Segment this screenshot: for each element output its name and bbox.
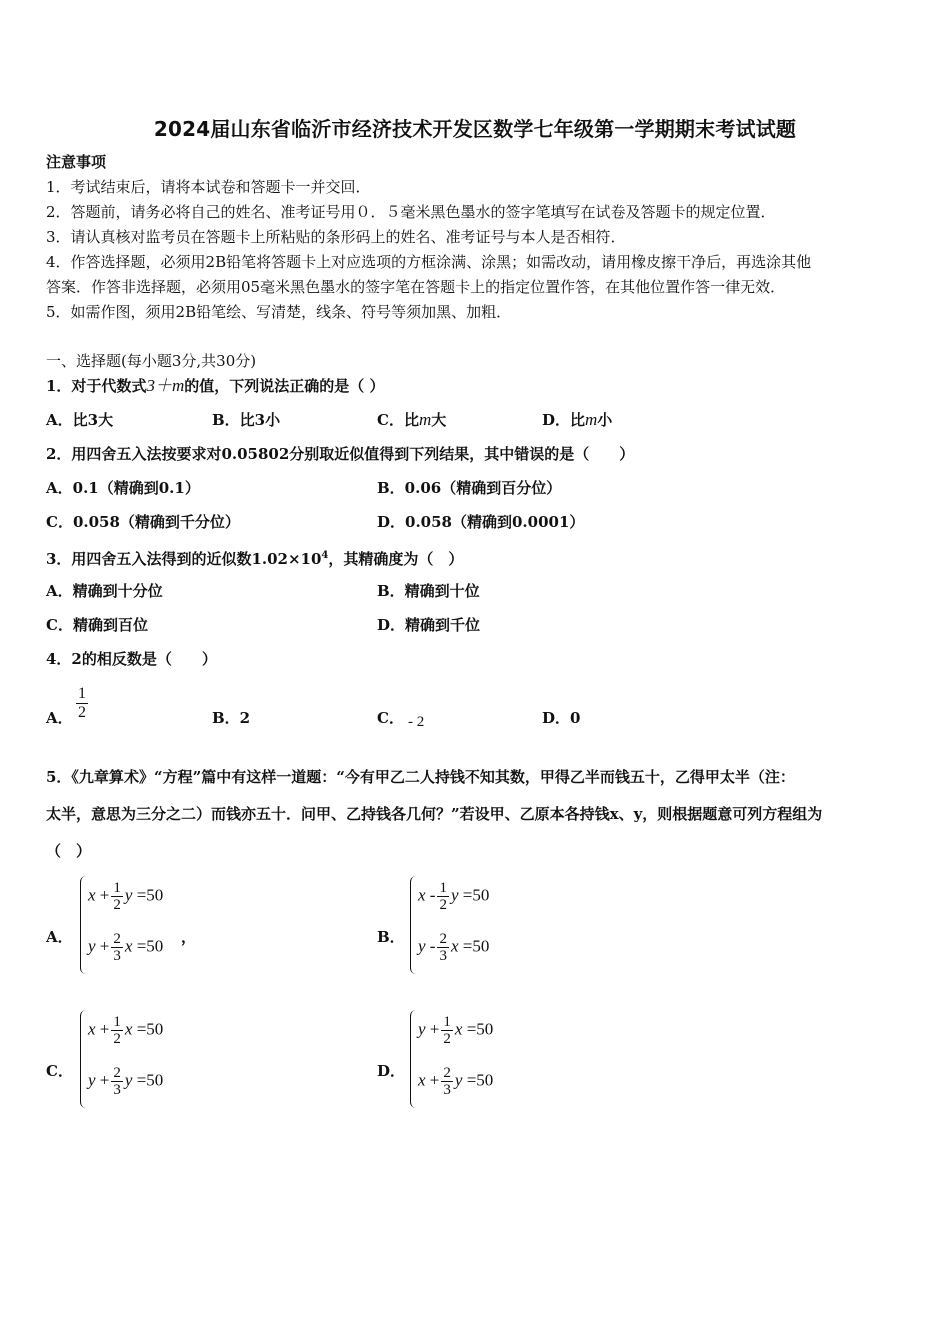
notice-item-2: 2．答题前，请务必将自己的姓名、准考证号用０．５毫米黑色墨水的签字笔填写在试卷及答题卡的规定位置． — [46, 203, 776, 221]
q1-option-d — [542, 409, 612, 431]
q5-option-a-comma: ， — [181, 928, 197, 946]
section-heading: 一、选择题(每小题3分,共30分) — [46, 352, 257, 370]
q2-option-c: C．0.058（精确到千分位） — [46, 513, 240, 531]
q5-line-2: 太半，意思为三分之二）而钱亦五十．问甲、乙持钱各几何？”若设甲、乙原本各持钱x、y，则根据题意可列方程组为 — [46, 805, 823, 823]
q5-b-equation-2: y - $\frac{2}{3}$ x =50 — [418, 931, 490, 964]
q3-exponent: 4 — [321, 550, 329, 561]
q3-option-b: B．精确到十位 — [377, 582, 480, 600]
q5-c-equation-1: x + $\frac{1}{2}$ x =50 — [88, 1014, 164, 1047]
notice-item-4: 4．作答选择题，必须用2B铅笔将答题卡上对应选项的方框涂满、涂黑；如需改动，请用橡皮擦干净后，再选涂其他 — [46, 253, 812, 271]
brace-icon — [80, 876, 87, 974]
q4-a-numerator: 1 — [78, 685, 86, 702]
q4-option-a-fraction — [76, 685, 88, 722]
q3-option-c: C．精确到百位 — [46, 616, 148, 634]
q1-d-post: 小 — [597, 411, 613, 429]
q3-option-a: A．精确到十分位 — [46, 582, 163, 600]
q5-option-d-system — [410, 1010, 530, 1110]
q1-d-var: m — [585, 410, 598, 429]
q1-stem — [46, 375, 384, 397]
q3-stem-pre: 3．用四舍五入法得到的近似数1.02×10 — [46, 550, 322, 568]
q5-option-c-system — [80, 1010, 200, 1110]
q2-option-b: B．0.06（精确到百分位） — [377, 479, 562, 497]
notice-item-4-cont: 答案．作答非选择题，必须用05毫米黑色墨水的签字笔在答题卡上的指定位置作答，在其他位置作答一律无效． — [46, 278, 786, 296]
q5-d-equation-2: x + $\frac{2}{3}$ y =50 — [418, 1065, 494, 1098]
notice-item-3: 3．请认真核对监考员在答题卡上所粘贴的条形码上的姓名、准考证号与本人是否相符． — [46, 228, 626, 246]
q4-stem: 4．2的相反数是（ ） — [46, 650, 217, 668]
brace-icon — [410, 876, 417, 974]
q1-option-b: B．比3小 — [212, 411, 281, 429]
q5-option-c-label: C． — [46, 1062, 73, 1080]
q5-line-3: （ ） — [46, 842, 92, 860]
brace-icon — [80, 1010, 87, 1108]
q3-stem-post: ，其精确度为（ ） — [328, 550, 464, 568]
q1-c-pre: C．比 — [377, 411, 419, 429]
notice-heading: 注意事项 — [46, 153, 107, 171]
q1-c-var: m — [418, 410, 432, 429]
q2-option-a: A．0.1（精确到0.1） — [46, 479, 200, 497]
q5-option-b-system — [410, 876, 530, 976]
page-title: 2024届山东省临沂市经济技术开发区数学七年级第一学期期末考试试题 — [153, 117, 797, 141]
q5-b-equation-1: x - $\frac{1}{2}$ y =50 — [418, 880, 490, 913]
q3-option-d: D．精确到千位 — [377, 616, 481, 634]
q5-c-equation-2: y + $\frac{2}{3}$ y =50 — [88, 1065, 164, 1098]
q5-option-b-label: B． — [377, 928, 405, 946]
q5-line-1: 5．《九章算术》“方程”篇中有这样一道题：“今有甲乙二人持钱不知其数，甲得乙半而钱五十，乙得甲太半（注： — [46, 768, 795, 786]
q2-option-d: D．0.058（精确到0.0001） — [377, 513, 585, 531]
q1-suffix: 的值，下列说法正确的是（ ） — [184, 377, 385, 395]
q1-d-pre: D．比 — [542, 411, 586, 429]
q5-d-equation-1: y + $\frac{1}{2}$ x =50 — [418, 1014, 494, 1047]
q4-option-d: D．0 — [542, 709, 581, 727]
q4-option-a-label: A． — [46, 709, 73, 727]
q4-a-denominator: 2 — [78, 704, 86, 721]
brace-icon — [410, 1010, 417, 1108]
q5-option-d-label: D． — [377, 1062, 406, 1080]
q1-option-a: A．比3大 — [46, 411, 114, 429]
q1-prefix: 1．对于代数式 — [46, 377, 147, 395]
q4-option-c-value: - 2 — [408, 714, 425, 730]
q1-option-c — [377, 409, 446, 431]
q3-stem — [46, 545, 463, 570]
q5-a-equation-2: y + $\frac{2}{3}$ x =50 — [88, 931, 164, 964]
q1-c-post: 大 — [431, 411, 447, 429]
q2-stem: 2．用四舍五入法按要求对0.05802分别取近似值得到下列结果，其中错误的是（ ） — [46, 445, 635, 463]
q5-option-a-label: A． — [46, 928, 73, 946]
q4-option-c-label: C． — [377, 709, 404, 727]
notice-item-1: 1．考试结束后，请将本试卷和答题卡一并交回． — [46, 178, 371, 196]
q5-a-equation-1: x + $\frac{1}{2}$ y =50 — [88, 880, 164, 913]
q1-expr: 3＋m — [146, 376, 185, 395]
notice-item-5: 5．如需作图，须用2B铅笔绘、写清楚，线条、符号等须加黑、加粗． — [46, 303, 512, 321]
q4-option-b: B．2 — [212, 709, 251, 727]
